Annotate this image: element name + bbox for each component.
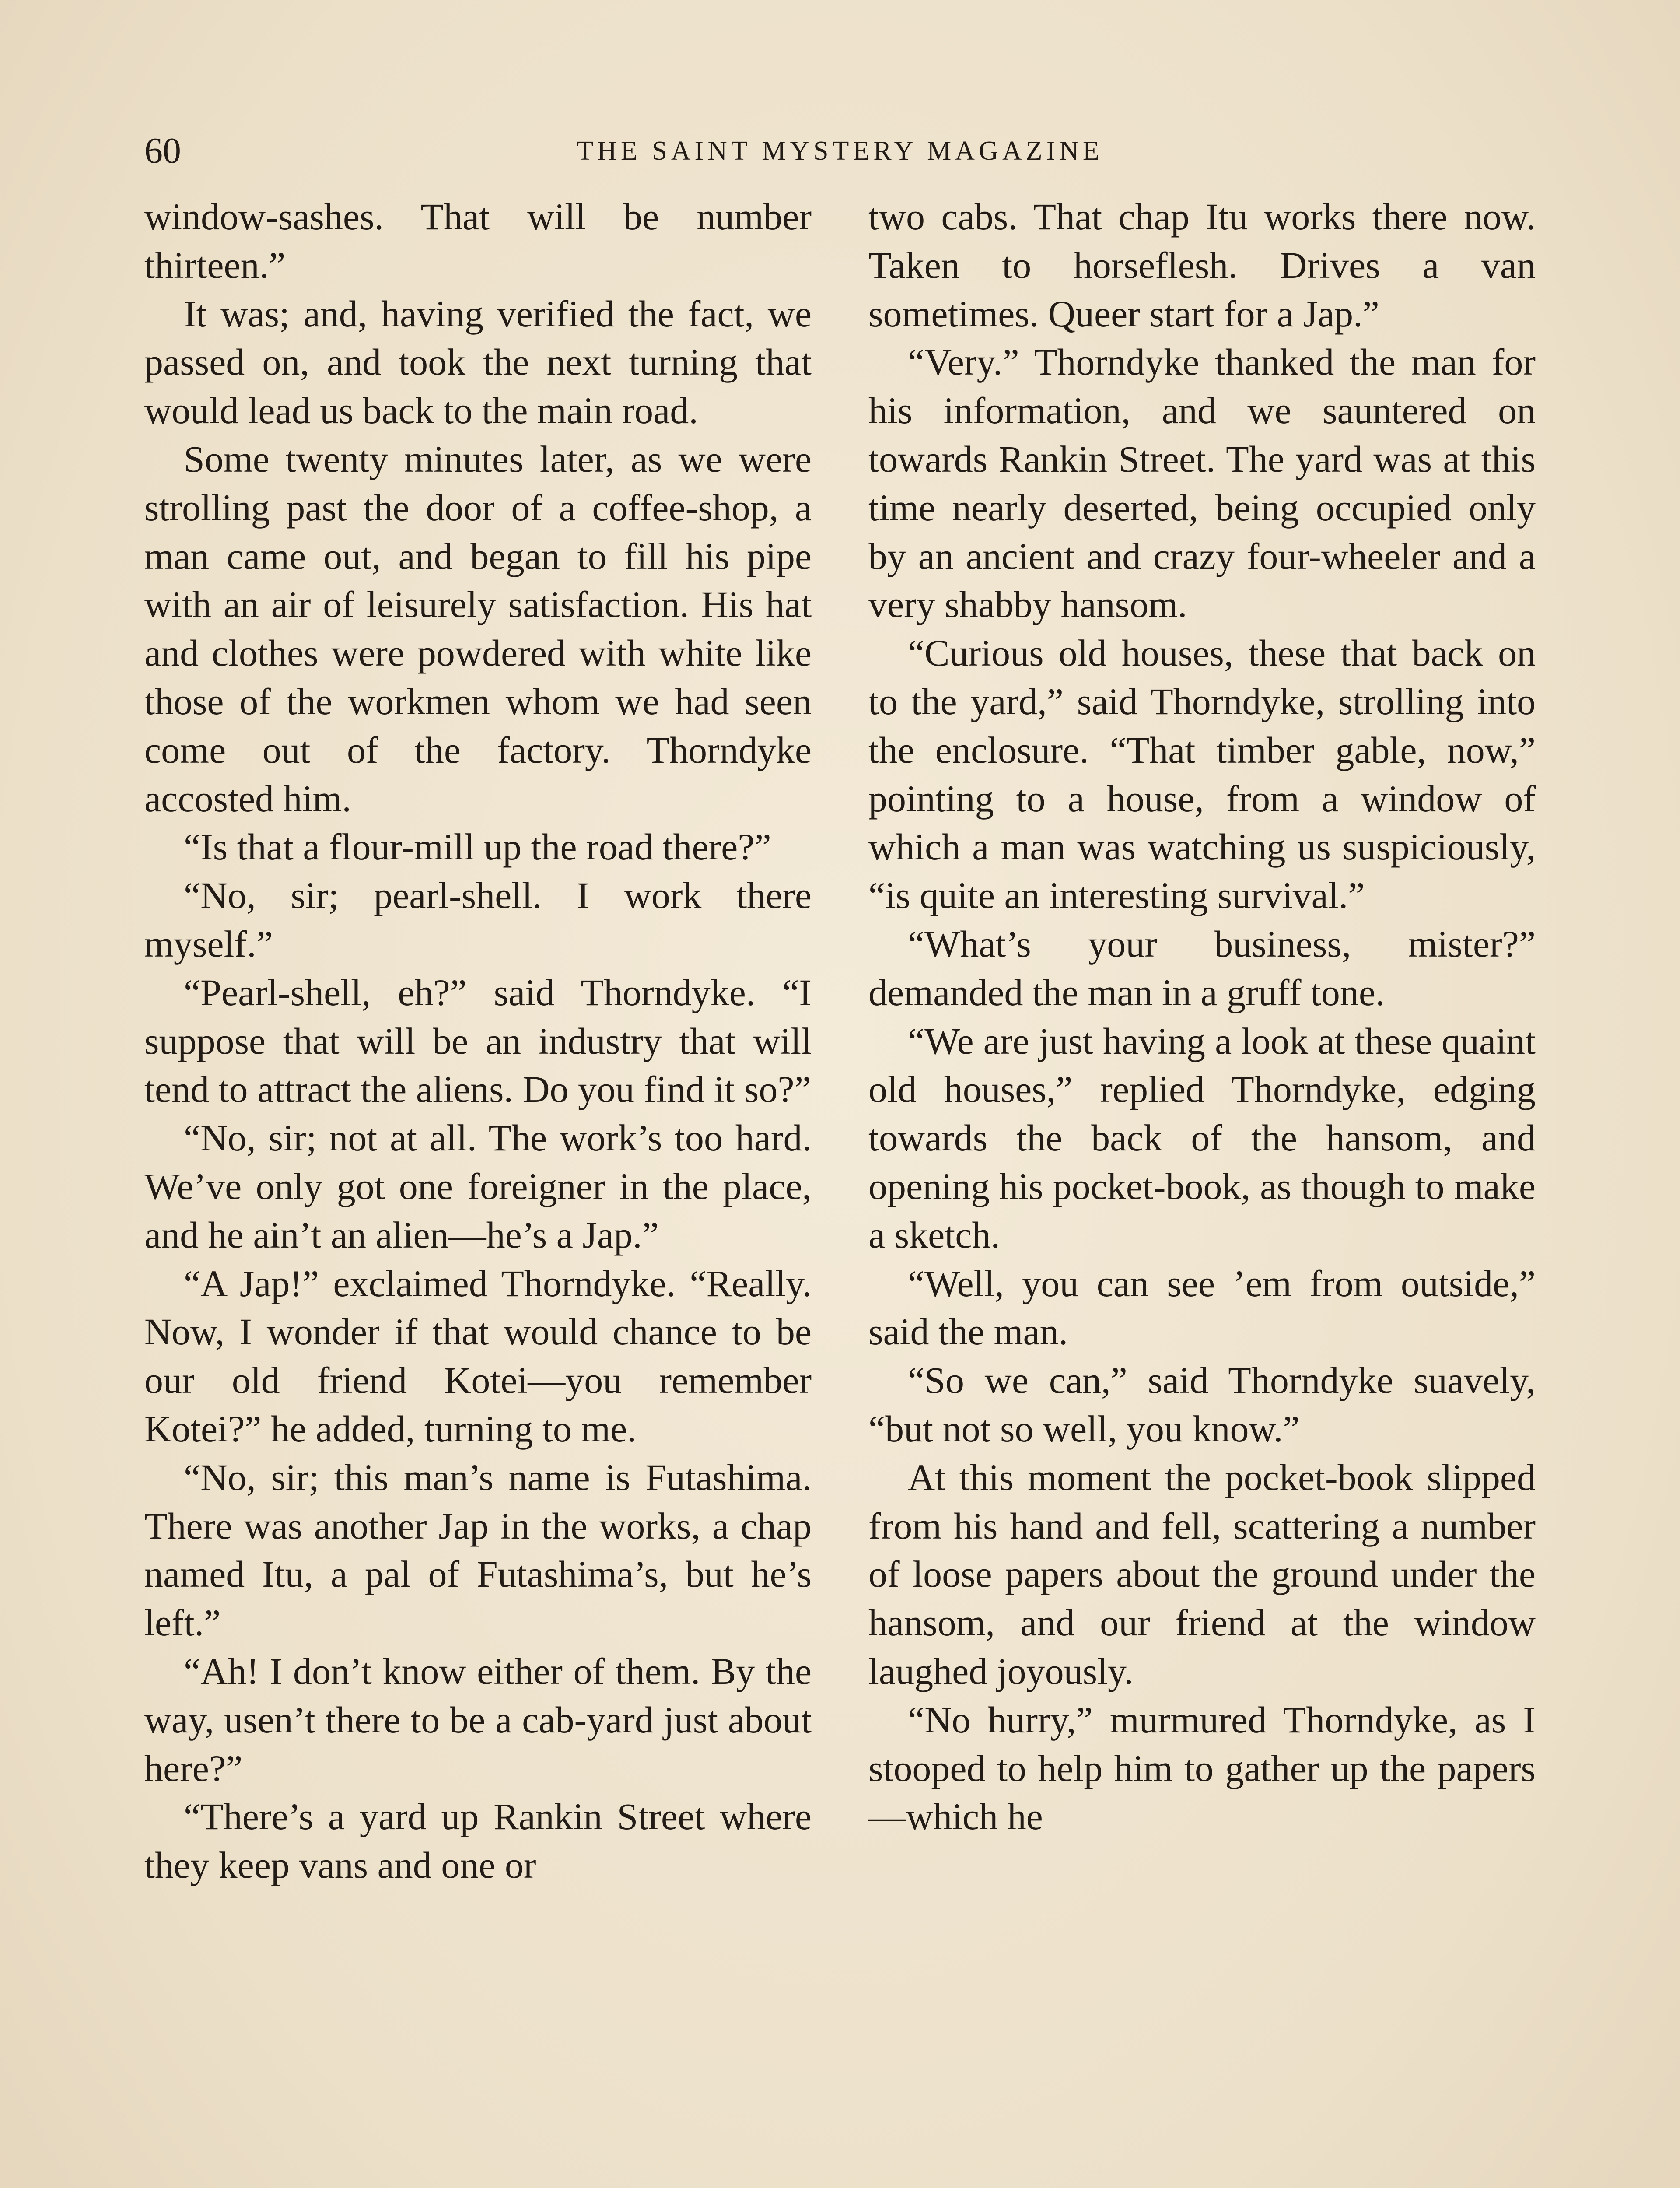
- paragraph: “Curious old houses, these that back on to the yard,” said Thorndyke, strolling into the enclosure. “That timber gable, now,” pointing to a house, from a window of which a man was watching us suspiciously, “is quite an interesting survival.”: [868, 632, 1536, 917]
- paragraph: “What’s your business, mister?” demanded the man in a gruff tone.: [868, 922, 1536, 1013]
- paragraph: Some twenty minutes later, as we were strolling past the door of a coffee-shop, a man came out, and began to fill his pipe with an air of leisurely satisfaction. His hat and clothes were powdered with white like those of the workmen whom we had seen come out of the factory. Thorndyke accosted him.: [144, 438, 812, 820]
- left-column: [144, 193, 812, 1890]
- paragraph: At this moment the pocket-book slipped from his hand and fell, scattering a number of loose papers about the ground under the hansom, and our friend at the window laughed joyously.: [868, 1456, 1536, 1692]
- paragraph: window-sashes. That will be number thirteen.”: [144, 196, 812, 286]
- paragraph: It was; and, having verified the fact, we passed on, and took the next turning that would lead us back to the main road.: [144, 292, 812, 432]
- paragraph: “No hurry,” murmured Thorndyke, as I stooped to help him to gather up the papers—which he: [868, 1698, 1536, 1838]
- paragraph: “We are just having a look at these quaint old houses,” replied Thorndyke, edging towards the back of the hansom, and opening his pocket-book, as though to make a sketch.: [868, 1020, 1536, 1256]
- right-column: [868, 193, 1536, 1841]
- paragraph: “Very.” Thorndyke thanked the man for his information, and we sauntered on towards Rankin Street. The yard was at this time nearly deserted, being occupied only by an ancient and crazy four-wheeler and a very shabby hansom.: [868, 341, 1536, 626]
- paragraph: “So we can,” said Thorndyke suavely, “but not so well, you know.”: [868, 1359, 1536, 1450]
- paragraph: “No, sir; not at all. The work’s too hard. We’ve only got one foreigner in the place, and he ain’t an alien—he’s a Jap.”: [144, 1117, 812, 1256]
- paragraph: “Ah! I don’t know either of them. By the way, usen’t there to be a cab-yard just about here?”: [144, 1650, 812, 1789]
- paragraph: “Well, you can see ’em from outside,” said the man.: [868, 1262, 1536, 1353]
- paragraph: “Pearl-shell, eh?” said Thorndyke. “I suppose that will be an industry that will tend to attract the aliens. Do you find it so?”: [144, 971, 812, 1111]
- paragraph: “No, sir; this man’s name is Futashima. There was another Jap in the works, a chap named Itu, a pal of Futashima’s, but he’s left.”: [144, 1456, 812, 1644]
- page-header: [144, 127, 1536, 175]
- page-number: 60: [144, 130, 181, 171]
- paragraph: “A Jap!” exclaimed Thorndyke. “Really. Now, I wonder if that would chance to be our old friend Kotei—you remember Kotei?” he added, turning to me.: [144, 1262, 812, 1450]
- paragraph: “Is that a flour-mill up the road there?”: [184, 826, 771, 868]
- paragraph: two cabs. That chap Itu works there now. Taken to horseflesh. Drives a van sometimes. Queer start for a Jap.”: [868, 196, 1536, 335]
- paragraph: “There’s a yard up Rankin Street where they keep vans and one or: [144, 1795, 812, 1886]
- paragraph: “No, sir; pearl-shell. I work there myself.”: [144, 874, 812, 965]
- running-head: THE SAINT MYSTERY MAGAZINE: [577, 136, 1103, 166]
